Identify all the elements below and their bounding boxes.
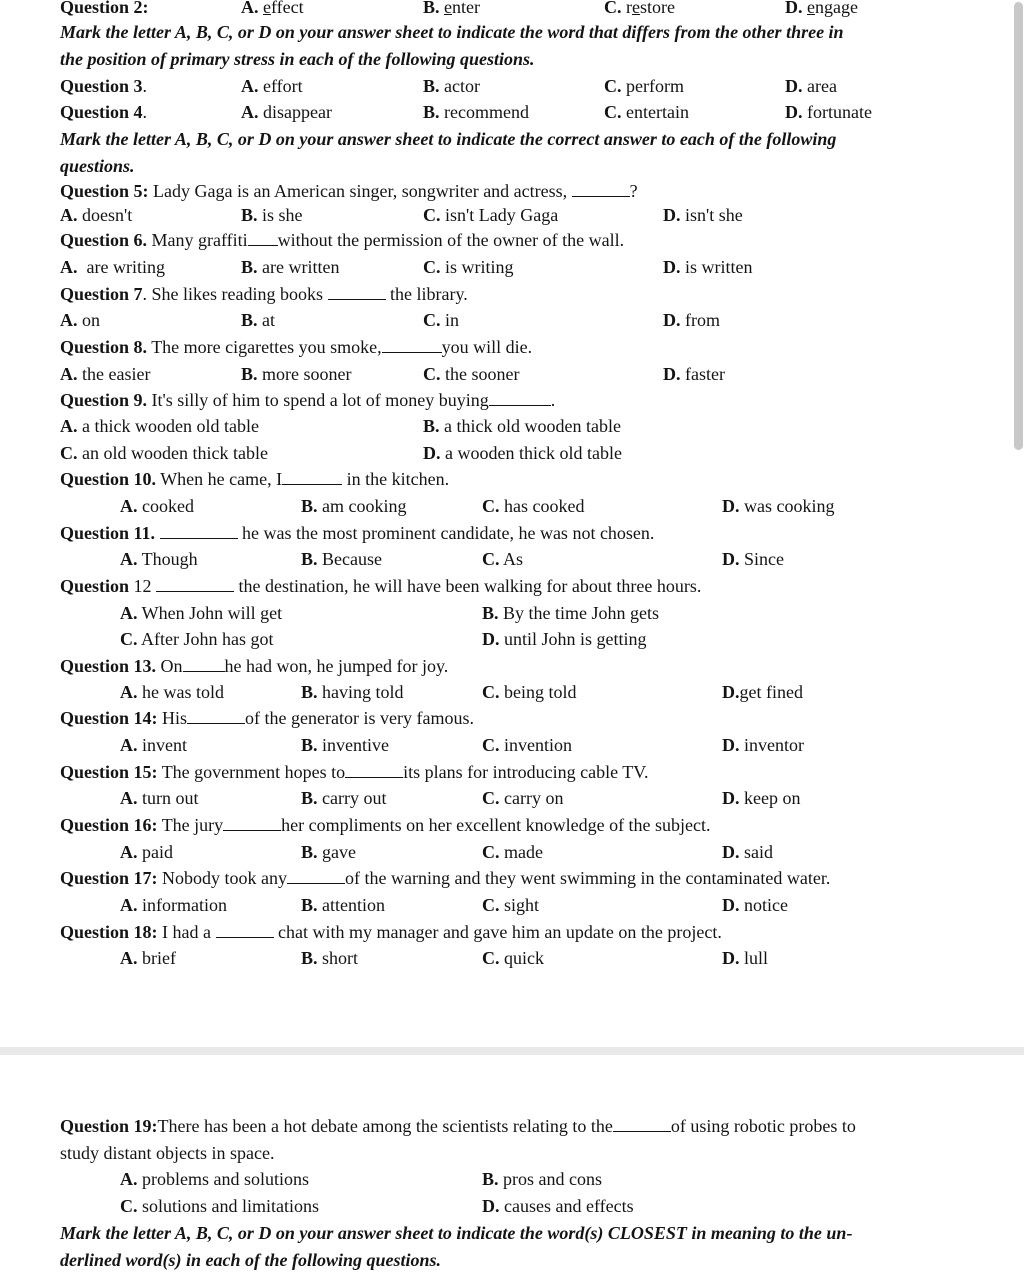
option-d: D. faster bbox=[663, 364, 725, 384]
option-a: A. effect bbox=[241, 0, 304, 17]
answer-blank bbox=[382, 335, 442, 353]
option-a: A. When John will get bbox=[120, 603, 283, 623]
instruction-stress-line-2: the position of primary stress in each of the following questions. bbox=[60, 49, 535, 69]
question-3-row bbox=[0, 73, 1024, 99]
question-10-options bbox=[0, 493, 1024, 519]
option-d: D.get fined bbox=[722, 682, 803, 702]
question-17-options bbox=[0, 892, 1024, 918]
option-b: B. gave bbox=[301, 842, 356, 862]
option-a: A. Though bbox=[120, 549, 198, 569]
option-c: C. perform bbox=[604, 76, 684, 96]
option-b: B. am cooking bbox=[301, 496, 407, 516]
answer-blank bbox=[282, 467, 342, 485]
option-b: B. inventive bbox=[301, 735, 389, 755]
answer-blank bbox=[572, 179, 630, 197]
option-a: A. are writing bbox=[60, 257, 165, 277]
scrollbar-thumb[interactable] bbox=[1014, 2, 1023, 450]
option-a: A. problems and solutions bbox=[120, 1169, 309, 1189]
option-b: B. short bbox=[301, 948, 359, 968]
option-b: B. enter bbox=[423, 0, 480, 17]
instruction-closest-line-2: derlined word(s) in each of the following questions. bbox=[60, 1250, 442, 1270]
option-c: C. the sooner bbox=[423, 364, 520, 384]
option-b: B. are written bbox=[241, 257, 340, 277]
option-a: A. paid bbox=[120, 842, 173, 862]
question-7-stem: Question 7. She likes reading books the library. bbox=[60, 284, 468, 304]
option-d: D. until John is getting bbox=[482, 629, 647, 649]
option-a: A. he was told bbox=[120, 682, 224, 702]
answer-blank bbox=[287, 866, 345, 884]
option-b: B. actor bbox=[423, 76, 480, 96]
question-19-stem-line-2: study distant objects in space. bbox=[60, 1143, 275, 1163]
option-c: C. isn't Lady Gaga bbox=[423, 205, 559, 225]
option-d: D. Since bbox=[722, 549, 784, 569]
question-5-stem: Question 5: Lady Gaga is an American singer, songwriter and actress, ? bbox=[60, 181, 638, 201]
question-10-stem: Question 10. When he came, I in the kitchen. bbox=[60, 469, 450, 489]
question-18-stem: Question 18: I had a chat with my manager and gave him an update on the project. bbox=[60, 922, 722, 942]
question-14-options bbox=[0, 732, 1024, 758]
instruction-stress-line-1: Mark the letter A, B, C, or D on your answer sheet to indicate the word that differs from the other three in bbox=[60, 22, 844, 42]
answer-blank bbox=[248, 228, 278, 246]
option-c: C. being told bbox=[482, 682, 577, 702]
option-c: C. in bbox=[423, 310, 460, 330]
question-11-options bbox=[0, 546, 1024, 572]
question-number: Question 3. bbox=[60, 76, 148, 96]
question-number: Question 4. bbox=[60, 102, 148, 122]
option-c: C. quick bbox=[482, 948, 544, 968]
question-14-stem: Question 14: His of the generator is very famous. bbox=[60, 708, 474, 728]
option-d: D. causes and effects bbox=[482, 1196, 634, 1216]
option-a: A. cooked bbox=[120, 496, 194, 516]
option-d: D. from bbox=[663, 310, 720, 330]
answer-blank bbox=[613, 1114, 671, 1132]
option-d: D. keep on bbox=[722, 788, 801, 808]
option-d: D. inventor bbox=[722, 735, 804, 755]
question-5-options bbox=[0, 202, 1024, 228]
option-c: C. an old wooden thick table bbox=[60, 443, 268, 463]
answer-blank bbox=[216, 920, 274, 938]
option-b: B. is she bbox=[241, 205, 303, 225]
answer-blank bbox=[489, 388, 551, 406]
question-6-stem: Question 6. Many graffiti without the permission of the owner of the wall. bbox=[60, 230, 625, 250]
question-6-options bbox=[0, 254, 1024, 280]
option-c: C. As bbox=[482, 549, 524, 569]
option-a: A. brief bbox=[120, 948, 176, 968]
question-17-stem: Question 17: Nobody took any of the warning and they went swimming in the contaminated water. bbox=[60, 868, 831, 888]
option-b: B. attention bbox=[301, 895, 385, 915]
question-19-options-row-2 bbox=[0, 1193, 1024, 1219]
option-a: A. the easier bbox=[60, 364, 151, 384]
option-c: C. restore bbox=[604, 0, 675, 17]
question-8-stem: Question 8. The more cigarettes you smoke, you will die. bbox=[60, 337, 533, 357]
question-12-options-row-1 bbox=[0, 600, 1024, 626]
page-separator bbox=[0, 1047, 1024, 1055]
option-d: D. fortunate bbox=[785, 102, 872, 122]
question-12-options-row-2 bbox=[0, 626, 1024, 652]
question-15-stem: Question 15: The government hopes to its plans for introducing cable TV. bbox=[60, 762, 649, 782]
answer-blank bbox=[345, 760, 403, 778]
question-19-options-row-1 bbox=[0, 1166, 1024, 1192]
option-c: C. made bbox=[482, 842, 543, 862]
question-16-stem: Question 16: The jury her compliments on her excellent knowledge of the subject. bbox=[60, 815, 711, 835]
option-c: C. After John has got bbox=[120, 629, 274, 649]
option-a: A. effort bbox=[241, 76, 303, 96]
option-b: B. having told bbox=[301, 682, 404, 702]
option-b: B. Because bbox=[301, 549, 382, 569]
option-c: C. has cooked bbox=[482, 496, 585, 516]
answer-blank bbox=[223, 813, 281, 831]
option-b: B. recommend bbox=[423, 102, 529, 122]
option-d: D. lull bbox=[722, 948, 769, 968]
question-2-row bbox=[0, 0, 1024, 20]
question-9-options-row-2 bbox=[0, 440, 1024, 466]
question-11-stem: Question 11. he was the most prominent candidate, he was not chosen. bbox=[60, 523, 655, 543]
option-a: A. disappear bbox=[241, 102, 332, 122]
option-b: B. carry out bbox=[301, 788, 387, 808]
option-d: D. isn't she bbox=[663, 205, 743, 225]
question-9-stem: Question 9. It's silly of him to spend a lot of money buying . bbox=[60, 390, 556, 410]
question-7-options bbox=[0, 307, 1024, 333]
answer-blank bbox=[160, 521, 238, 539]
option-d: D. said bbox=[722, 842, 773, 862]
instruction-closest-line-1: Mark the letter A, B, C, or D on your answer sheet to indicate the word(s) CLOSEST in meaning to the un- bbox=[60, 1223, 853, 1243]
option-a: A. information bbox=[120, 895, 227, 915]
option-d: D. was cooking bbox=[722, 496, 835, 516]
option-a: A. on bbox=[60, 310, 100, 330]
answer-blank bbox=[156, 574, 234, 592]
question-13-options bbox=[0, 679, 1024, 705]
instruction-correct-line-2: questions. bbox=[60, 156, 135, 176]
instruction-correct-line-1: Mark the letter A, B, C, or D on your answer sheet to indicate the correct answer to each of the following bbox=[60, 129, 837, 149]
option-b: B. a thick old wooden table bbox=[423, 416, 621, 436]
option-c: C. sight bbox=[482, 895, 540, 915]
question-13-stem: Question 13. On he had won, he jumped for joy. bbox=[60, 656, 449, 676]
option-a: A. invent bbox=[120, 735, 187, 755]
question-9-options-row-1 bbox=[0, 413, 1024, 439]
option-a: A. turn out bbox=[120, 788, 199, 808]
option-b: B. By the time John gets bbox=[482, 603, 660, 623]
question-8-options bbox=[0, 361, 1024, 387]
option-d: D. area bbox=[785, 76, 837, 96]
question-19-stem: Question 19:There has been a hot debate among the scientists relating to the of using robotic probes to bbox=[60, 1116, 856, 1136]
option-d: D. engage bbox=[785, 0, 858, 17]
option-d: D. notice bbox=[722, 895, 788, 915]
question-4-row bbox=[0, 99, 1024, 125]
question-15-options bbox=[0, 785, 1024, 811]
option-d: D. is written bbox=[663, 257, 753, 277]
option-b: B. pros and cons bbox=[482, 1169, 602, 1189]
option-c: C. is writing bbox=[423, 257, 514, 277]
option-a: A. doesn't bbox=[60, 205, 133, 225]
option-c: C. solutions and limitations bbox=[120, 1196, 320, 1216]
option-d: D. a wooden thick old table bbox=[423, 443, 622, 463]
question-18-options bbox=[0, 945, 1024, 971]
answer-blank bbox=[328, 282, 386, 300]
question-number: Question 2: bbox=[60, 0, 149, 17]
answer-blank bbox=[187, 706, 245, 724]
question-16-options bbox=[0, 839, 1024, 865]
answer-blank bbox=[183, 654, 225, 672]
option-c: C. carry on bbox=[482, 788, 564, 808]
option-a: A. a thick wooden old table bbox=[60, 416, 259, 436]
option-c: C. entertain bbox=[604, 102, 689, 122]
option-c: C. invention bbox=[482, 735, 572, 755]
option-b: B. more sooner bbox=[241, 364, 352, 384]
question-12-stem: Question 12 the destination, he will have been walking for about three hours. bbox=[60, 576, 702, 596]
option-b: B. at bbox=[241, 310, 276, 330]
